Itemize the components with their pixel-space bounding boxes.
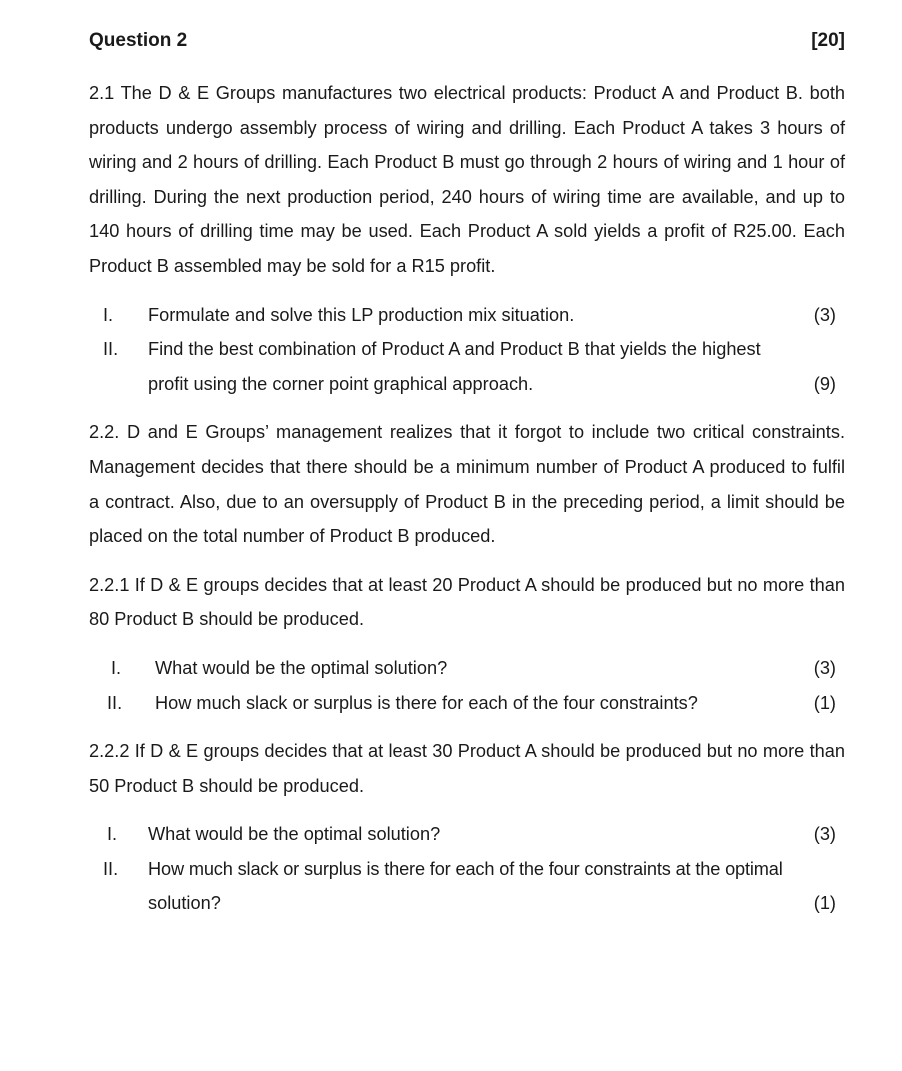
list-item — [89, 852, 845, 921]
question-header — [89, 28, 845, 54]
item-text-continued: solution? — [148, 893, 221, 914]
question-2-2-1-subitems — [89, 651, 845, 720]
item-number: I. — [103, 304, 114, 325]
item-text: What would be the optimal solution? — [148, 824, 441, 845]
list-item — [89, 332, 845, 401]
item-marks: (1) — [813, 893, 836, 914]
item-text-continued: profit using the corner point graphical approach. — [148, 373, 534, 394]
item-number: I. — [111, 657, 122, 678]
question-2-2-1-text: 2.2.1 If D & E groups decides that at least 20 Product A should be produced but no more than 80 Product B should be produced. — [89, 574, 845, 630]
item-marks: (3) — [813, 824, 836, 845]
question-2-1-subitems — [89, 298, 845, 402]
item-marks: (3) — [813, 657, 836, 678]
item-marks: (9) — [813, 373, 836, 394]
item-number: I. — [107, 824, 118, 845]
list-item — [89, 298, 845, 333]
item-marks: (3) — [813, 304, 836, 325]
document-page — [89, 28, 845, 935]
item-text: How much slack or surplus is there for each of the four constraints? — [155, 692, 698, 713]
item-number: II. — [103, 858, 119, 879]
list-item — [89, 817, 845, 852]
item-text: What would be the optimal solution? — [155, 657, 448, 678]
question-2-2-text: 2.2. D and E Groups’ management realizes that it forgot to include two critical constraints. Management decides that there should be a minimum number of Product A produced to fulfil a contract. Also, due to an oversupply of Product B in the preceding period, a limit should be placed on the total number of Product B produced. — [89, 422, 845, 547]
item-text: How much slack or surplus is there for each of the four constraints at the optimal — [148, 858, 783, 879]
item-number: II. — [107, 692, 123, 713]
question-2-1-text: 2.1 The D & E Groups manufactures two electrical products: Product A and Product B. both products undergo assembly process of wiring and drilling. Each Product A takes 3 hours of wiring and 2 hours of drilling. Each Product B must go through 2 hours of wiring and 1 hour of drilling. During the next production period, 240 hours of wiring time are available, and up to 140 hours of drilling time may be used. Each Product A sold yields a profit of R25.00. Each Product B assembled may be sold for a R15 profit. — [89, 83, 845, 276]
item-text: Find the best combination of Product A and Product B that yields the highest — [148, 339, 761, 360]
item-number: II. — [103, 339, 119, 360]
question-2-2-2-subitems — [89, 817, 845, 921]
list-item — [89, 686, 845, 721]
question-total-marks: [20] — [811, 30, 845, 51]
item-marks: (1) — [813, 692, 836, 713]
item-text: Formulate and solve this LP production mix situation. — [148, 304, 575, 325]
question-2-2-2-text: 2.2.2 If D & E groups decides that at least 30 Product A should be produced but no more than 50 Product B should be produced. — [89, 741, 845, 796]
list-item — [89, 651, 845, 686]
question-title: Question 2 — [89, 30, 188, 51]
